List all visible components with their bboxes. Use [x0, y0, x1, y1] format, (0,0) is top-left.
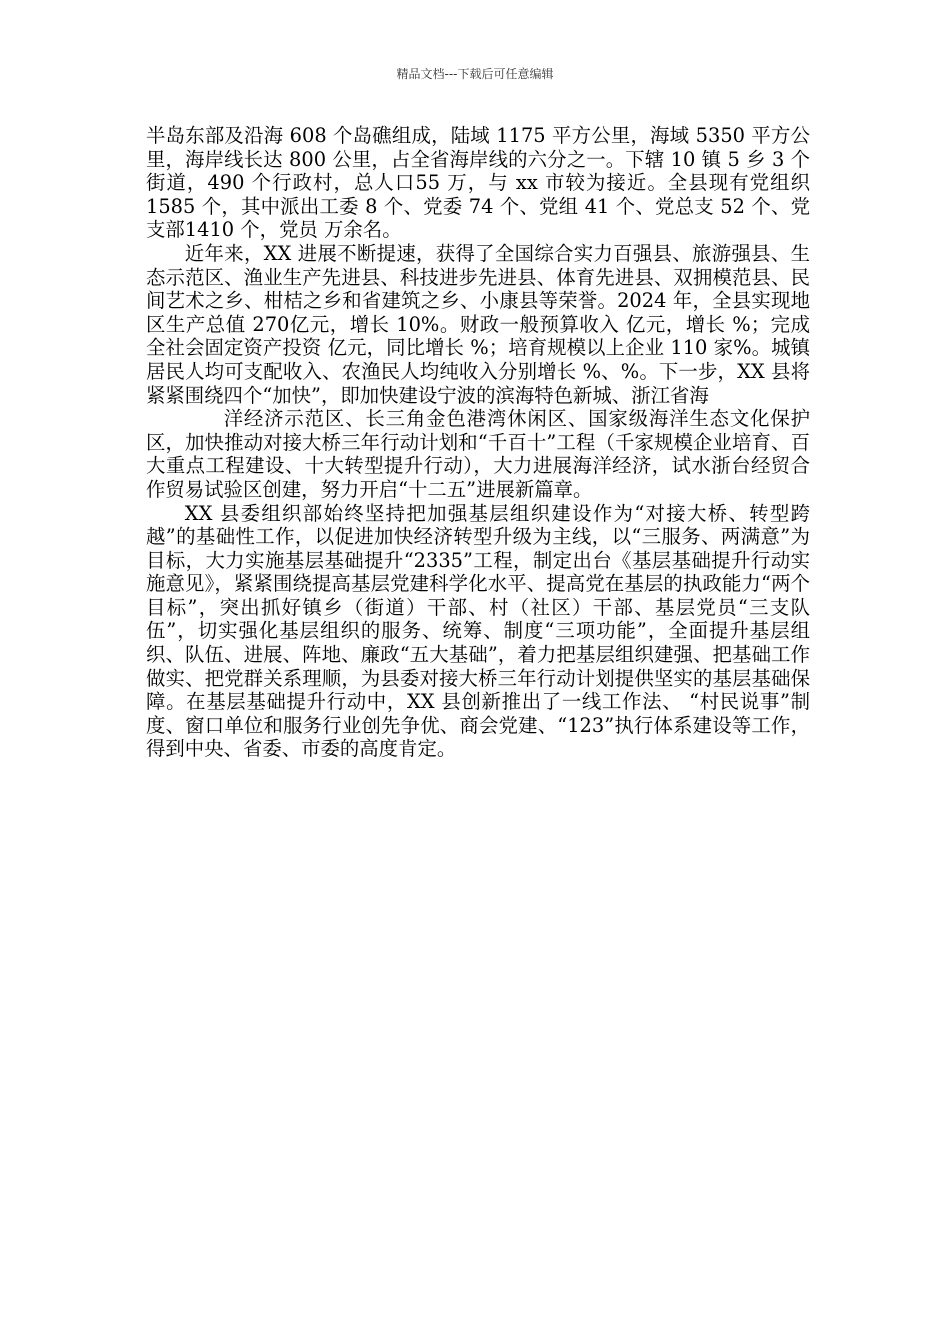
paragraph-2: 近年来，XX 进展不断提速，获得了全国综合实力百强县、旅游强县、生态示范区、渔业生产先进县、科技进步先进县、体育先进县、双拥模范县、民间艺术之乡、柑桔之乡和省建筑之乡、小康县等荣誉。2024 年，全县实现地区生产总值 270亿元，增长 10%。财政一般预算收入 亿元，增长 %；完成全社会固定资产投资 亿元，同比增长 %；培育规模以上企业 110 家%。城镇居民人均可支配收入、农渔民人均纯收入分别增长 %、%。下一步，XX 县将紧紧围绕四个“加快”，即加快建设宁波的滨海特色新城、浙江省海 [146, 241, 810, 407]
paragraph-1: 半岛东部及沿海 608 个岛礁组成，陆域 1175 平方公里，海域 5350 平方公里，海岸线长达 800 公里，占全省海岸线的六分之一。下辖 10 镇 5 乡 3 个街道，490 个行政村，总人口55 万，与 xx 市较为接近。全县现有党组织 1585 个，其中派出工委 8 个、党委 74 个、党组 41 个、党总支 52 个、党支部1410 个，党员 万余名。 [146, 124, 810, 242]
paragraph-4: XX 县委组织部始终坚持把加强基层组织建设作为“对接大桥、转型跨越”的基础性工作，以促进加快经济转型升级为主线，以“三服务、两满意”为目标，大力实施基层基础提升“2335”工程，制定出台《基层基础提升行动实施意见》，紧紧围绕提高基层党建科学化水平、提高党在基层的执政能力“两个目标”，突出抓好镇乡（街道）干部、村（社区）干部、基层党员“三支队伍”，切实强化基层组织的服务、统筹、制度“三项功能”，全面提升基层组织、队伍、进展、阵地、廉政“五大基础”，着力把基层组织建强、把基础工作做实、把党群关系理顺，为县委对接大桥三年行动计划提供坚实的基层基础保障。在基层基础提升行动中，XX 县创新推出了一线工作法、 “村民说事”制度、窗口单位和服务行业创先争优、商会党建、“123”执行体系建设等工作，得到中央、省委、市委的高度肯定。 [146, 501, 810, 761]
page-header: 精品文档---下载后可任意编辑 [396, 67, 554, 81]
paragraph-3: 洋经济示范区、长三角金色港湾休闲区、国家级海洋生态文化保护区，加快推动对接大桥三年行动计划和“千百十”工程（千家规模企业培育、百大重点工程建设、十大转型提升行动），大力进展海洋经济，试水浙台经贸合作贸易试验区创建，努力开启“十二五”进展新篇章。 [146, 407, 810, 501]
document-body [146, 124, 810, 761]
